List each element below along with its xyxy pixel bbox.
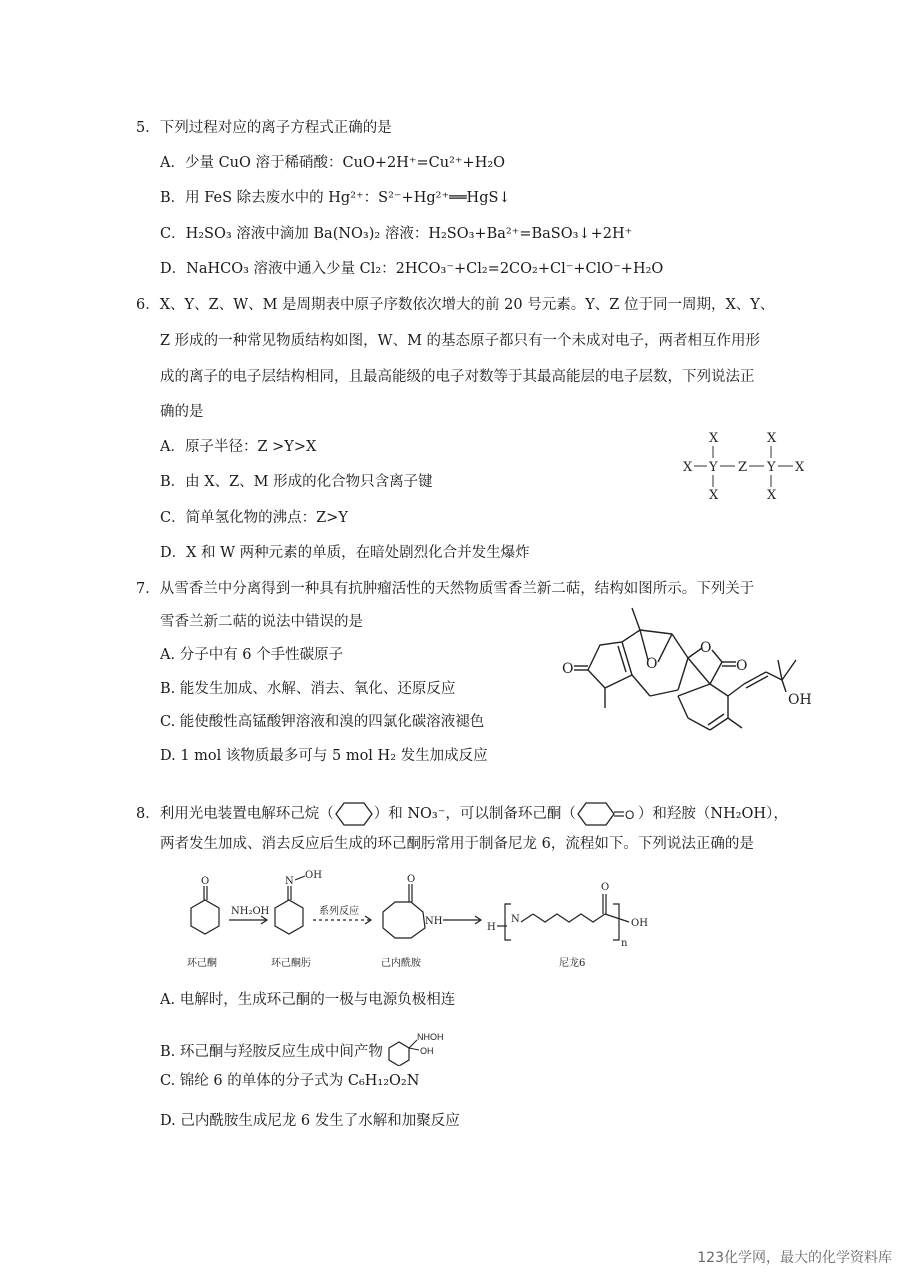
flow-reagent-label: NH₂OH <box>231 906 270 917</box>
flow-label-cyclohexanone: 环己酮 <box>187 958 217 969</box>
q8-stem-line1 <box>136 799 788 829</box>
atom-x: X <box>767 431 777 446</box>
atom-x: X <box>709 488 719 503</box>
lactone-o-label: O <box>700 640 712 656</box>
flow-n-label: N <box>285 876 294 887</box>
nhoh-label: NHOH <box>416 1032 444 1042</box>
cyclohexanone-icon <box>576 799 638 829</box>
hydroxyl-label: OH <box>788 692 812 708</box>
q6-option-c: C．简单氢化物的沸点：Z>Y <box>160 510 348 526</box>
ring-o-label: O <box>624 808 635 822</box>
q6-option-d: D．X 和 W 两种元素的单质，在暗处剧烈化合并发生爆炸 <box>160 545 530 561</box>
atom-y: Y <box>767 460 776 475</box>
ether-o-label: O <box>646 656 658 672</box>
flow-step-label: 系列反应 <box>319 906 359 917</box>
flow-n-label: N <box>511 914 520 925</box>
q6-stem-line3: 成的离子的电子层结构相同，且最高能级的电子对数等于其最高能层的电子层数，下列说法正 <box>160 369 755 385</box>
atom-z: Z <box>738 460 748 475</box>
intermediate-icon <box>383 1030 453 1066</box>
atom-x: X <box>709 431 719 446</box>
q8-flow-figure <box>175 868 675 978</box>
q5-option-b: B．用 FeS 除去废水中的 Hg²⁺：S²⁻+Hg²⁺══HgS↓ <box>160 190 511 206</box>
q6-stem-line1: 6．X、Y、Z、W、M 是周期表中原子序数依次增大的前 20 号元素。Y、Z 位于同一周期，X、Y、 <box>136 297 775 313</box>
q5-option-a: A．少量 CuO 溶于稀硝酸：CuO+2H⁺=Cu²⁺+H₂O <box>160 155 506 171</box>
flow-oh-label: OH <box>305 870 322 881</box>
q8-option-b-text: B. 环己酮与羟胺反应生成中间产物 <box>160 1044 383 1060</box>
atom-x: X <box>683 460 693 475</box>
flow-nh-label: NH <box>425 916 443 927</box>
flow-o-label: O <box>201 876 210 887</box>
q6-stem-line2: Z 形成的一种常见物质结构如图，W、M 的基态原子都只有一个未成对电子，两者相互作用形 <box>160 333 761 349</box>
q7-option-d: D. 1 mol 该物质最多可与 5 mol H₂ 发生加成反应 <box>160 748 488 764</box>
q7-option-c: C. 能使酸性高锰酸钾溶液和溴的四氯化碳溶液褪色 <box>160 714 485 730</box>
atom-x: X <box>795 460 805 475</box>
q8-line1-part-b: ）和 NO₃⁻，可以制备环己酮（ <box>373 806 576 822</box>
q5-stem: 5．下列过程对应的离子方程式正确的是 <box>136 120 392 136</box>
atom-x: X <box>767 488 777 503</box>
carbonyl-o-label: O <box>736 658 748 674</box>
flow-n-subscript: n <box>621 938 628 949</box>
flow-label-oxime: 环己酮肟 <box>271 958 311 969</box>
q8-option-c: C. 锦纶 6 的单体的分子式为 C₆H₁₂O₂N <box>160 1073 420 1089</box>
flow-oh-label: OH <box>631 918 648 929</box>
q8-line1-part-a: 8．利用光电装置电解环己烷（ <box>136 806 334 822</box>
flow-label-caprolactam: 己内酰胺 <box>381 958 421 969</box>
oh-label: OH <box>419 1046 434 1056</box>
q7-structure-figure <box>560 600 820 750</box>
q6-stem-line4: 确的是 <box>160 404 204 420</box>
q7-option-b: B. 能发生加成、水解、消去、氧化、还原反应 <box>160 681 456 697</box>
flow-h-label: H <box>487 922 496 933</box>
q8-option-d: D. 己内酰胺生成尼龙 6 发生了水解和加聚反应 <box>160 1113 460 1129</box>
watermark: 123化学网，最大的化学资料库 <box>697 1250 892 1266</box>
q6-option-b: B．由 X、Z、M 形成的化合物只含离子键 <box>160 474 433 490</box>
flow-label-nylon: 尼龙6 <box>559 958 586 969</box>
q5-option-d: D．NaHCO₃ 溶液中通入少量 Cl₂：2HCO₃⁻+Cl₂=2CO₂+Cl⁻+ClO⁻+H₂O <box>160 261 664 277</box>
q7-stem-line2: 雪香兰新二萜的说法中错误的是 <box>160 614 363 630</box>
q6-option-a: A．原子半径：Z >Y>X <box>160 439 317 455</box>
q7-stem-line1: 7．从雪香兰中分离得到一种具有抗肿瘤活性的天然物质雪香兰新二萜，结构如图所示。下列关于 <box>136 581 755 597</box>
ketone-o-label: O <box>562 661 574 677</box>
q8-option-b <box>160 1030 453 1066</box>
cyclohexane-icon <box>334 799 374 829</box>
q8-stem-line2: 两者发生加成、消去反应后生成的环己酮肟常用于制备尼龙 6，流程如下。下列说法正确的是 <box>160 836 754 852</box>
q5-option-c: C．H₂SO₃ 溶液中滴加 Ba(NO₃)₂ 溶液：H₂SO₃+Ba²⁺=BaSO₃↓+2H⁺ <box>160 226 633 242</box>
flow-o-label: O <box>407 874 416 885</box>
q8-option-a: A. 电解时，生成环己酮的一极与电源负极相连 <box>160 992 456 1008</box>
atom-y: Y <box>709 460 718 475</box>
flow-o-label: O <box>601 882 610 893</box>
q8-line1-part-c: ）和羟胺（NH₂OH）， <box>637 806 788 822</box>
q6-structure-figure <box>675 425 815 505</box>
q7-option-a: A. 分子中有 6 个手性碳原子 <box>160 647 344 663</box>
